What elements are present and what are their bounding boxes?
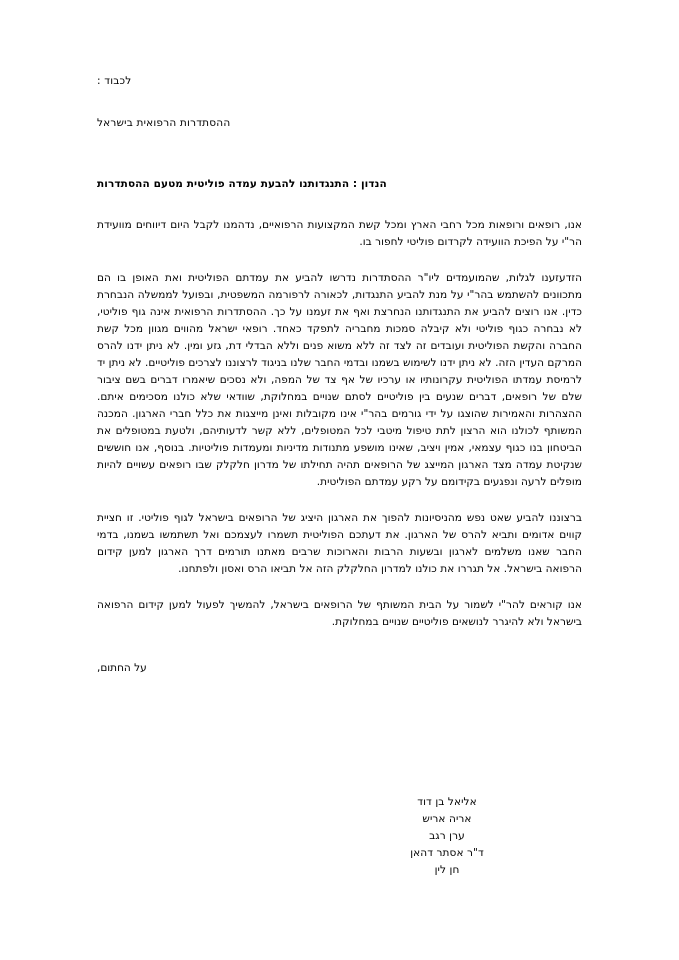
body-paragraph-3: ברצוננו להביע שאט נפש מהניסיונות להפוך את הארגון היציג של הרופאים בישראל לגוף פוליטי. זו חציית קווים אדומים ותביא להרס של הארגון. את דעתכם הפוליטית תשמרו לעצמכם ואל תשתמשו בשמנו, בדמי החבר שאנו משלמים לארגון ובשעות הרבות והארוכות שרבים מאתנו תורמים דרך הארגון למען קידום הרפואה בישראל. אל תגררו את כולנו למדרון החלקלק הזה אל תביאו הרס ואסון ולפתחנו. [97, 512, 582, 576]
signatory-list [410, 794, 484, 879]
signatory-name: ערן רגב [429, 830, 465, 842]
signatory-name: חן לין [434, 864, 460, 876]
signatory-name: ד"ר אסתר דהאן [410, 847, 484, 859]
body-paragraph-4: אנו קוראים להר"י לשמור על הבית המשותף של הרופאים בישראל, להמשיך לפעול למען קידום הרפואה בישראל ולא להיגרר לנושאים פוליטיים שנויים במחלוקת. [97, 599, 582, 629]
body-paragraph-2: הזדעזענו לגלות, שהמועמדים ליו"ר ההסתדרות נדרשו להביע את עמדתם הפוליטית ואת האופן בו הם מתכוונים להשתמש בהר"י על מנת להביע התנגדות, לכאורה לרפורמה המשפטית, ובפועל לממשלה הנבחרת כדין. אנו רוצים להביע את התנגדותנו הנחרצת ואף את זעמנו על כך. ההסתדרות הרפואית אינה גוף פוליטי, לא נבחרה כגוף פוליטי ולא קיבלה סמכות מחבריה לתפקד כאחד. רופאי ישראל מהווים מגוון מכל קשת החברה והקשת הפוליטית ועובדים זה לצד זה ללא משוא פנים וללא הבדלי דת, גזע ומין. לא ניתן ידנו להרס המרקם העדין הזה. לא ניתן ידנו לשימוש בשמנו ובדמי החבר שלנו בניגוד לרצוננו לצרכים פוליטיים. לא ניתן יד לרמיסת עמדתו הפוליטית עקרונותיו או ערכיו של אף צד של המפה, ולא נסכים שיאמרו דברים בשם ציבור שלם של רופאים, דברים שנעים בין פוליטיים לסתם שנויים במחלוקת, שוודאי שלא כולנו מסכימים איתם. ההצהרות והאמירות שהוצגו על ידי גורמים בהר"י אינו מקובלות ואינן מייצגות את כלל חברי הארגון. המכנה המשותף לכולנו הוא הרצון לתת טיפול מיטבי לכל המטופלים, ללא קשר לדעותיהם, ולטעת במטופלים את הביטחון בנו כגוף עצמאי, אמין ויציב, שאינו מושפע מתנודות מדיניות ומעמדות פוליטיות. בנוסף, אנו חוששים שנקיטת עמדה מצד הארגון המייצג של הרופאים תהיה תחילתו של מדרון חלקלק שבו רופאים עשויים להיות מופלים לרעה ונפגעים בקידומם על רקע עמדתם הפוליטית. [97, 272, 582, 489]
addressee-honorific: לכבוד : [97, 75, 132, 87]
signature-block [0, 794, 679, 879]
addressee-block [97, 74, 582, 132]
signatory-name: אריה אריש [422, 813, 472, 825]
body-paragraph-1: אנו, רופאים ורופאות מכל רחבי הארץ ומכל קשת המקצועות הרפואיים, נדהמנו לקבל היום דיווחים מוועידת הר"י על הפיכת הוועידה לקרדום פוליטי לחפור בו. [97, 219, 582, 249]
closing-line: על החתום, [97, 662, 147, 675]
subject-line: הנדון : התנגדותנו להבעת עמדה פוליטית מטעם ההסתדרות [97, 177, 387, 190]
addressee-recipient: ההסתדרות הרפואית בישראל [97, 116, 231, 129]
signatory-name: אליאל בן דוד [417, 796, 477, 808]
